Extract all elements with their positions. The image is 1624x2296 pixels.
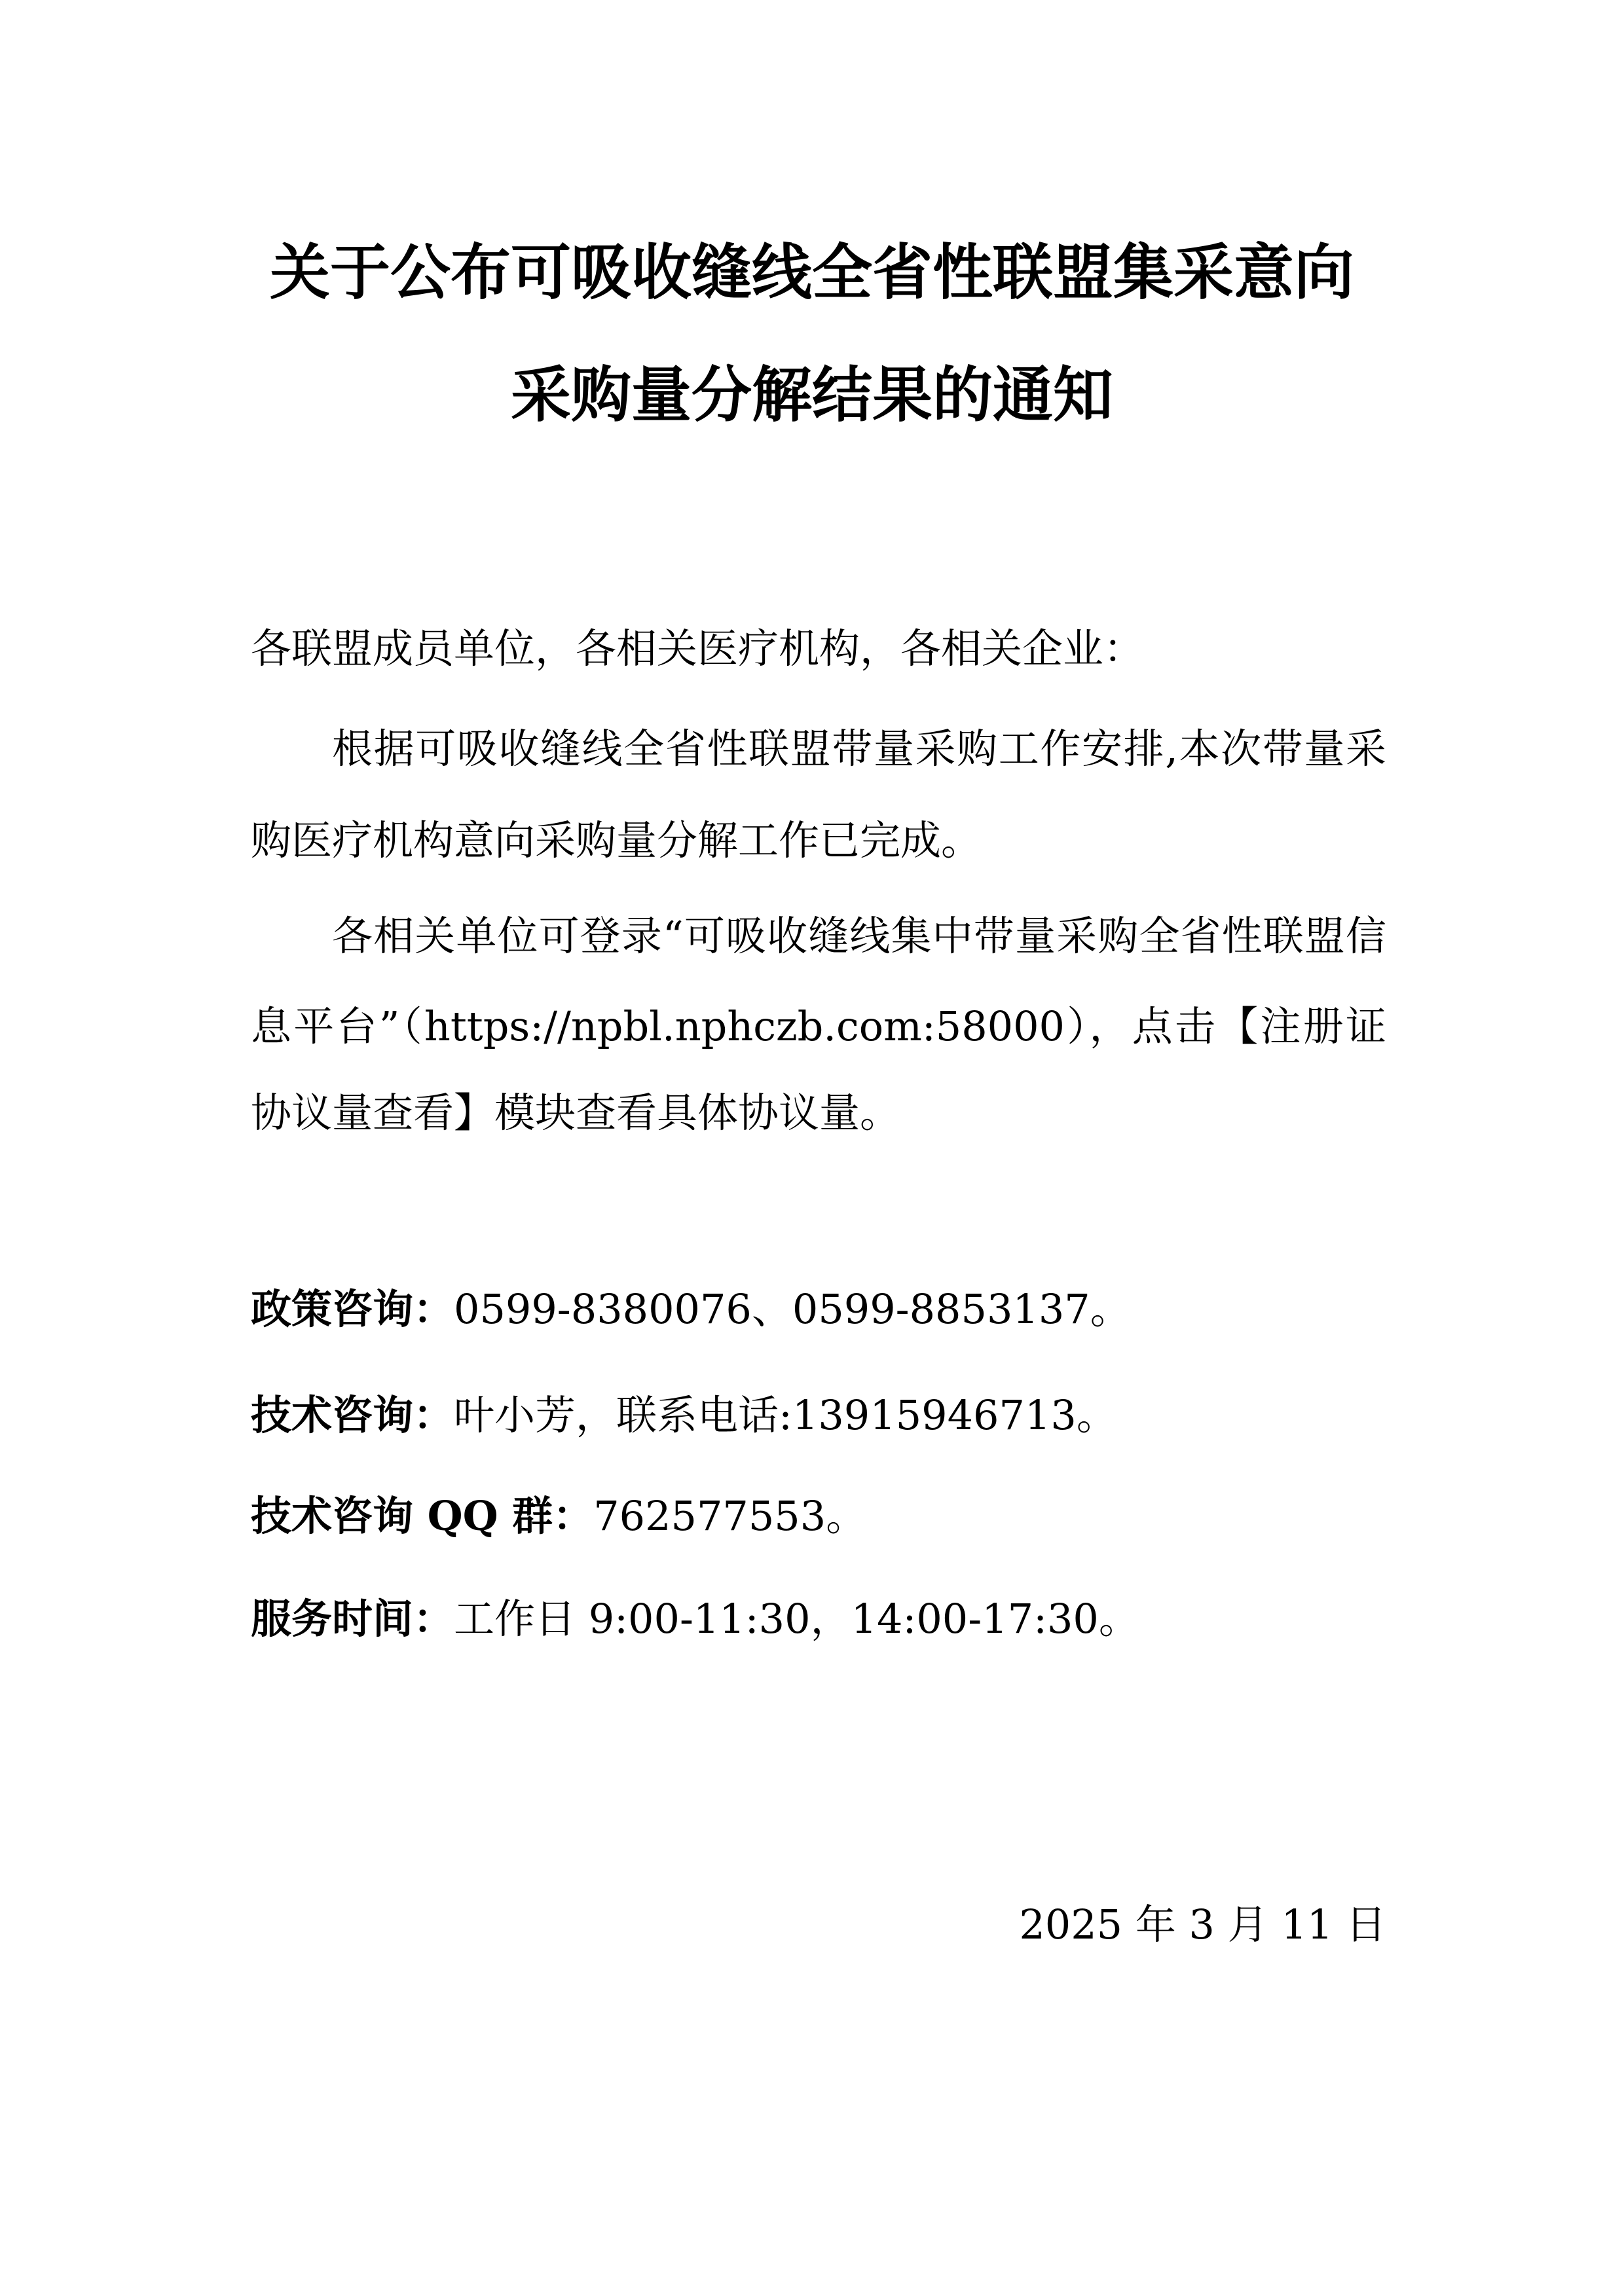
contact-value: 762577553。 bbox=[593, 1492, 867, 1540]
contact-qq-group bbox=[251, 1489, 1386, 1544]
document-title-line-2: 采购量分解结果的通知 bbox=[510, 360, 1113, 430]
contact-value: 0599-8380076、0599-8853137。 bbox=[454, 1285, 1131, 1333]
contact-policy-consultation bbox=[251, 1282, 1386, 1337]
paragraph-2-line-1: 各相关单位可登录“可吸收缝线集中带量采购全省性联盟信 bbox=[332, 912, 1386, 960]
document-date: 2025 年 3 月 11 日 bbox=[1019, 1901, 1386, 1948]
paragraph-1-line-2: 购医疗机构意向采购量分解工作已完成。 bbox=[251, 816, 982, 864]
paragraph-2-line-3: 协议量查看】模块查看具体协议量。 bbox=[251, 1089, 901, 1137]
paragraph-2-line-2: 息平台”（https://npbl.nphczb.com:58000），点击【注册证 bbox=[251, 1002, 1386, 1050]
contact-label: 服务时间： bbox=[251, 1595, 454, 1643]
contact-value: 工作日 9:00-11:30，14:00-17:30。 bbox=[454, 1595, 1139, 1643]
paragraph-1-line-1: 根据可吸收缝线全省性联盟带量采购工作安排,本次带量采 bbox=[332, 725, 1386, 773]
contact-label: 技术咨询 QQ 群： bbox=[251, 1492, 594, 1540]
contact-label: 技术咨询： bbox=[251, 1391, 454, 1439]
contact-technical-consultation bbox=[251, 1388, 1386, 1443]
contact-service-hours bbox=[251, 1592, 1386, 1647]
salutation: 各联盟成员单位，各相关医疗机构，各相关企业： bbox=[251, 625, 1145, 672]
contact-value: 叶小芳，联系电话:13915946713。 bbox=[454, 1391, 1117, 1439]
contact-label: 政策咨询： bbox=[251, 1285, 454, 1333]
document-title-line-1: 关于公布可吸收缝线全省性联盟集采意向 bbox=[269, 238, 1354, 308]
